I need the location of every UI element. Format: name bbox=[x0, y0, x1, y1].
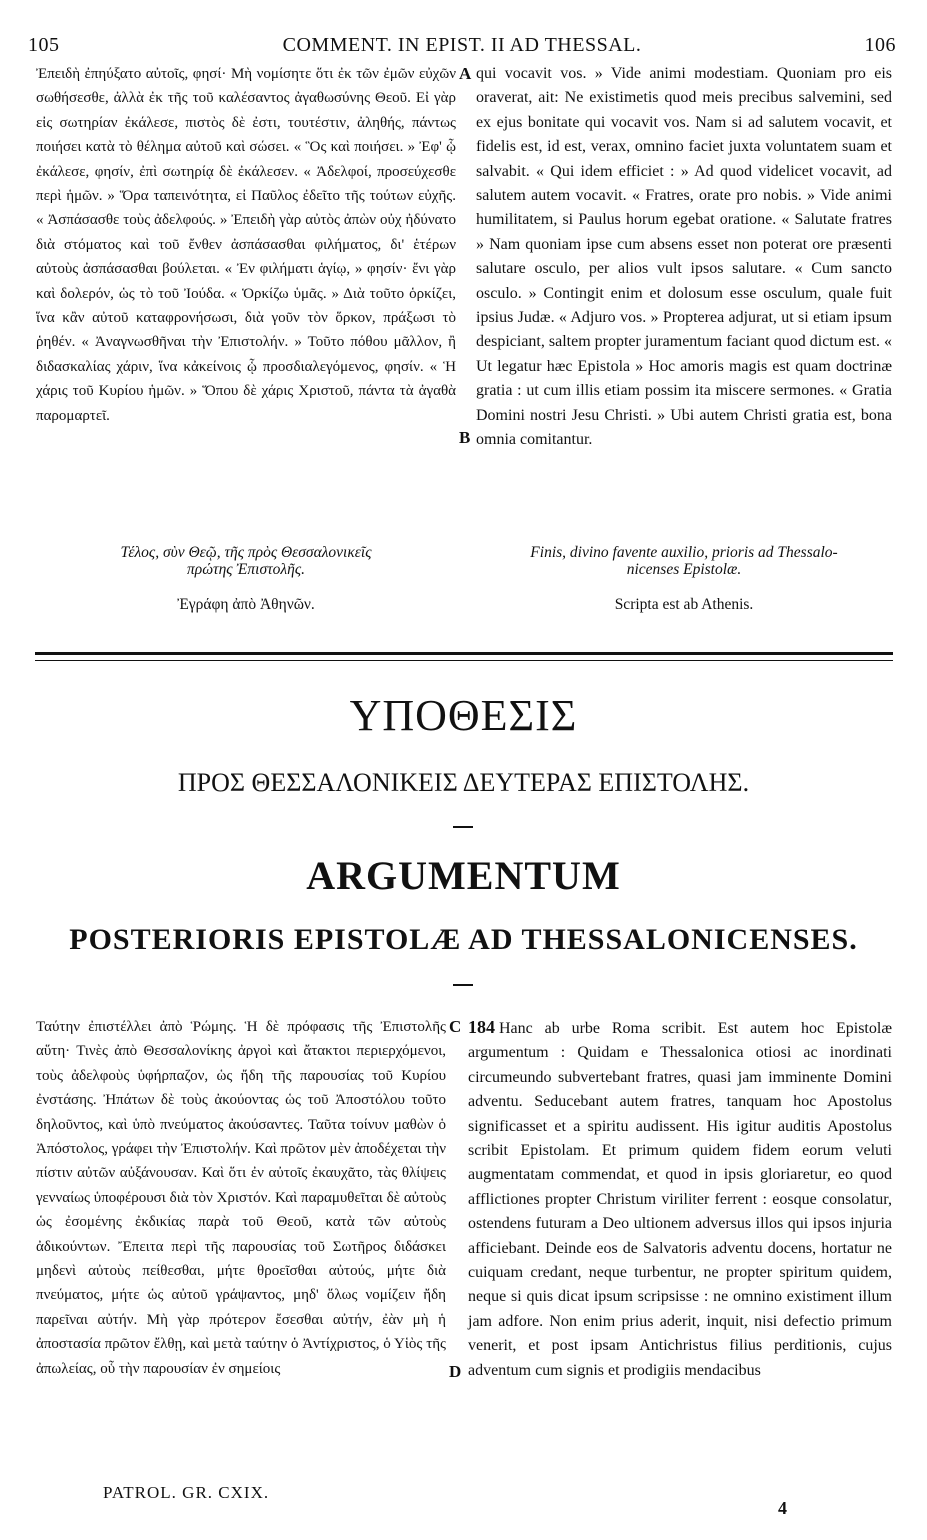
latin-argument-column bbox=[468, 1015, 892, 1490]
greek-commentary-text: Ἐπειδὴ ἐπηύξατο αὐτοῖς, φησί· Μὴ νομίσητε ὅτι ἐκ τῶν ἐμῶν εὐχῶν σωθήσεσθε, ἀλλὰ ἐκ τῆς τοῦ καλέσαντος ἀγαθωσύνης Θεοῦ. Εἰ γὰρ εἰς σωτηρίαν ἐκάλεσε, πιστὸς δὲ ἐστι, τουτέστιν, ἀληθής, πάντως ποιήσει κατὰ τὸ θέλημα αὐτοῦ καὶ σώσει. « Ὃς καὶ ποιήσει. » Ἐφ' ᾧ ἐκάλεσε, φησίν, ἐπὶ σωτηρίᾳ δὲ ἐκάλεσεν. « Ἀδελφοί, προσεύχεσθε περὶ ἡμῶν. » Ὅρα ταπεινότητα, εἰ Παῦλος ἐδεῖτο τῆς τούτων εὐχῆς. « Ἀσπάσασθε τοὺς ἀδελφούς. » Ἐπειδὴ γὰρ αὐτὸς ἀπὼν οὐχ ἠδύνατο διὰ στόματος καὶ τοῦ ἔνθεν ἀσπάσασθαι φιλήματος, δι' ἑτέρων αὐτοὺς ἀσπάσασθαι βούλεται. « Ἐν φιλήματι ἁγίῳ, » φησίν· ἔνι γὰρ καὶ δολερόν, ὡς τὸ τοῦ Ἰούδα. « Ὁρκίζω ὑμᾶς. » Διὰ τοῦτο ὁρκίζει, ἵνα κἂν αὐτοῦ καταφρονήσωσι, διὰ γοῦν τὸν ὅρκον, πράξωσι τὸ ῥηθέν. « Ἀναγνωσθῆναι τὴν Ἐπιστολήν. » Τοῦτο πόθου μᾶλλον, ἢ διδασκαλίας χάριν, ἵνα κἀκείνοις ᾧ προσδιαλεγόμενος, φησίν. « Ἡ χάρις τοῦ Κυρίου ἡμῶν. » Ὅπου δὲ χάρις Χριστοῦ, πάντα τὰ ἀγαθὰ παρομαρτεῖ. bbox=[36, 66, 456, 424]
latin-title: ARGUMENTUM bbox=[306, 853, 621, 898]
latin-colophon bbox=[476, 544, 892, 614]
section-divider-thick bbox=[35, 652, 893, 655]
margin-marker-b: B bbox=[459, 428, 471, 447]
greek-commentary-column bbox=[36, 62, 456, 522]
title-dash-1 bbox=[453, 826, 473, 828]
patrologia-footer: PATROL. GR. CXIX. bbox=[103, 1483, 270, 1502]
latin-commentary-text: qui vocavit vos. » Vide animi modestiam. Quoniam pro eis oraverat, ait: Ne existimetis quod meis precibus salvemini, sed ex ejus bonitate qui vocavit vos. Nam si ad salutem vocavit, et fidelis est, id est, verax, omnino faciet juxta voluntatem suam et salvabit. « Qui idem efficiet : » Ad quod videlicet vocavit, ad salutem autem vocavit. « Fratres, orate pro nobis. » Vide animi humilitatem, si Paulus horum egebat oratione. « Salutate fratres » Nam quoniam ipse cum absens esset non poterat ore præsenti salutare osculo, per alios vult ipsos salutare. « Cum sancto osculo. » Contingit enim et dolosum esse osculum, quale fuit ipsius Judæ. « Adjuro vos. » Propterea adjurat, ut si etiam ipsum despiciant, saltem propter juramentum faciant quod dictum est. « Ut legatur hæc Epistola » Hoc amoris magis est quam doctrinæ gratia : ut cum illis etiam possim ita miscere sermones. « Gratia Domini nostri Jesu Christi. » Ubi autem Christi gratia est, bona omnia comitantur. bbox=[476, 65, 892, 449]
latin-subtitle: POSTERIORIS EPISTOLÆ AD THESSALONICENSES. bbox=[69, 923, 858, 956]
latin-written-note: Scripta est ab Athenis. bbox=[614, 596, 754, 613]
latin-colophon-line1: Finis, divino favente auxilio, prioris ad Thessalo- bbox=[530, 544, 838, 561]
running-title: COMMENT. IN EPIST. II AD THESSAL. bbox=[282, 34, 642, 56]
page-number-right: 106 bbox=[864, 34, 896, 56]
greek-title: ΥΠΟΘΕΣΙΣ bbox=[349, 691, 578, 740]
page-number-left: 105 bbox=[28, 34, 60, 56]
greek-written-note: Ἐγράφη ἀπὸ Ἀθηνῶν. bbox=[177, 596, 315, 613]
latin-colophon-line2: nicenses Epistolæ. bbox=[626, 561, 742, 578]
section-divider-thin bbox=[35, 660, 893, 661]
greek-colophon-line2: πρώτης Ἐπιστολῆς. bbox=[187, 561, 305, 578]
greek-argument-text: Ταύτην ἐπιστέλλει ἀπὸ Ῥώμης. Ἡ δὲ πρόφασις τῆς Ἐπιστολῆς αὕτη· Τινὲς ἀπὸ Θεσσαλονίκης ἀργοὶ καὶ ἄτακτοι περιερχόμενοι, τοὺς ἀδελφοὺς ὑφήρπαζον, ὡς ἤδη τῆς παρουσίας τοῦ Κυρίου ἐνστάσης. Ἠπάτων δὲ τοὺς ἀκούοντας ὡς τοῦ Ἀποστόλου τοῦτο δηλοῦντος, καὶ ὑπὸ πνεύματος ἀκούσαντες. Ταῦτα τοίνυν μαθὼν ὁ Ἀπόστολος, γράφει τὴν Ἐπιστολήν. Καὶ πρῶτον μὲν ἀποδέχεται τὴν πίστιν αὐτῶν αὐξάνουσαν. Καὶ ὅτι ἐν αὐτοῖς ἐκαυχᾶτο, τὰς θλίψεις γενναίως ὑποφέρουσι διὰ τὸν Χριστόν. Καὶ παραμυθεῖται δὲ αὐτοὺς ὡς ἐσομένης ἐκδικίας παρὰ τοῦ Θεοῦ, κατὰ τῶν αὐτοὺς ἀδικούντων. Ἔπειτα περὶ τῆς παρουσίας τοῦ Σωτῆρος διδάσκει μηδενὶ αὐτοὺς πείθεσθαι, μήτε θροεῖσθαι αὐτούς, μήτε διὰ πνεύματος, μήτε ὡς αὐτοῦ γράψαντος, μηδ' ὅλως νομίζειν ἤδη παρεῖναι αὐτήν. Μὴ γὰρ πρότερον ἔσεσθαι αὐτήν, ἐὰν μὴ ἡ ἀποστασία πρῶτον ἔλθῃ, καὶ μετὰ ταύτην ὁ Ἀντίχριστος, ὁ Υἱὸς τῆς ἀπωλείας, οὗ τὴν παρουσίαν ἐν σημείοις bbox=[36, 1019, 446, 1377]
margin-marker-a: A bbox=[459, 64, 472, 83]
greek-colophon bbox=[36, 544, 456, 614]
greek-subtitle: ΠΡΟΣ ΘΕΣΣΑΛΟΝΙΚΕΙΣ ΔΕΥΤΕΡΑΣ ΕΠΙΣΤΟΛΗΣ. bbox=[177, 768, 750, 797]
column-number: 184 bbox=[468, 1017, 495, 1037]
greek-argument-column bbox=[36, 1015, 446, 1485]
latin-argument-text bbox=[468, 1015, 892, 1383]
greek-colophon-line1: Τέλος, σὺν Θεῷ, τῆς πρὸς Θεσσαλονικεῖς bbox=[120, 544, 372, 561]
signature-mark: 4 bbox=[778, 1498, 787, 1518]
margin-marker-d: D bbox=[449, 1362, 462, 1381]
page-header bbox=[28, 34, 896, 60]
margin-marker-c: C bbox=[449, 1017, 462, 1036]
latin-argument-body: Hanc ab urbe Roma scribit. Est autem hoc Epistolæ argumentum : Quidam e Thessalonica otiosi ac inordinati circumeundo subvertebant fratres, quasi jam imminente Domini adventu. Seducebant autem fratres, tanquam hoc Apostolus significasset et a spiritu audissent. His igitur auditis Apostolus scribit Epistolam. Et primum quidem fidem eorum veluti augmentatam commendat, et quod in ipsis gloriaretur, eo quod afflictiones propter Christum viriliter ferrent : eosque consolatur, ostendens futuram a Deo ultionem adversus illos qui ipsos injuria afficiebant. Deinde eos de Salvatoris adventu docens, hortatur ne cuiquam credant, neque turbentur, ne propter spiritum quidem, neque si quis dicat ipsum scripsisse : ne omnino existiment illum jam adfore. Non enim prius aderit, inquit, nisi defectio primum venerit, et post ipsam Antichristus filius perditionis, cujus adventum cum signis et prodigiis mendacibus bbox=[468, 1020, 892, 1379]
latin-commentary-column bbox=[476, 62, 892, 552]
title-dash-2 bbox=[453, 984, 473, 986]
